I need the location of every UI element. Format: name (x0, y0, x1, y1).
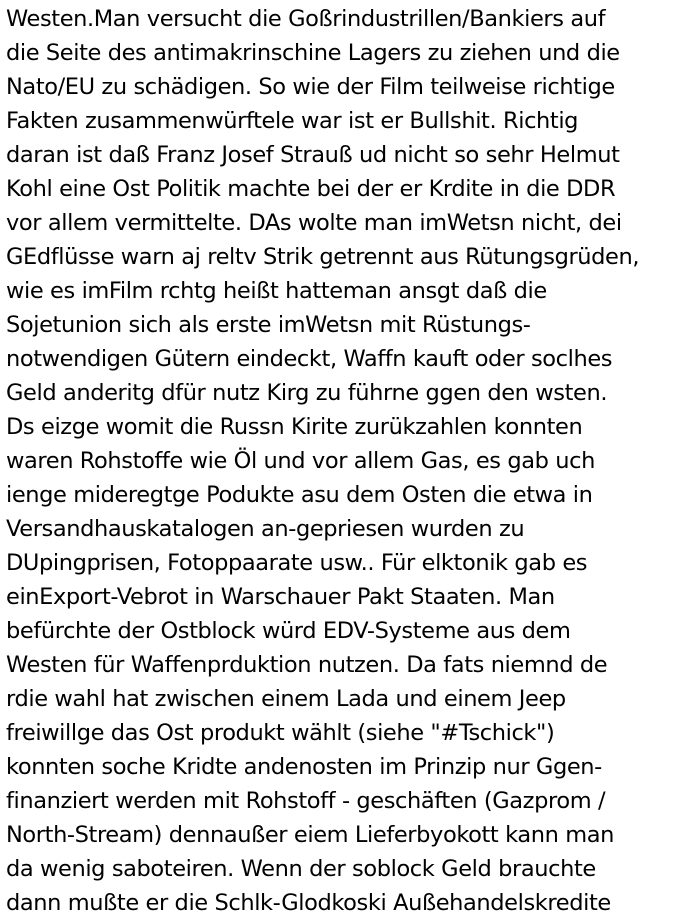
text-line: freiwillge das Ost produkt wählt (siehe "#Tschick") (6, 720, 555, 746)
text-line: wie es imFilm rchtg heißt hatteman ansgt daß die (6, 278, 547, 304)
text-line: Kohl eine Ost Politik machte bei der er Krdite in die DDR (6, 176, 616, 202)
text-line: dann mußte er die Schlk-Glodkoski Außehandelskredite (6, 890, 611, 916)
text-line: Fakten zusammenwürftele war ist er Bullshit. Richtig (6, 108, 579, 134)
text-line: rdie wahl hat zwischen einem Lada und einem Jeep (6, 686, 566, 712)
text-line: Versandhauskatalogen an-gepriesen wurden zu (6, 516, 525, 542)
text-line: Sojetunion sich als erste imWetsn mit Rüstungs- (6, 312, 531, 338)
text-line: waren Rohstoffe wie Öl und vor allem Gas, es gab uch (6, 448, 595, 474)
text-line: einExport-Vebrot in Warschauer Pakt Staaten. Man (6, 584, 555, 610)
text-line: ienge mideregtge Podukte asu dem Osten die etwa in (6, 482, 593, 508)
text-line: befürchte der Ostblock würd EDV-Systeme aus dem (6, 618, 571, 644)
document-text (6, 2, 682, 920)
text-line: finanziert werden mit Rohstoff - geschäften (Gazprom / (6, 788, 606, 814)
text-line: Westen für Waffenprduktion nutzen. Da fats niemnd de (6, 652, 608, 678)
text-line: konnten soche Kridte andenosten im Prinzip nur Ggen- (6, 754, 602, 780)
text-line: Geld anderitg dfür nutz Kirg zu führne ggen den wsten. (6, 380, 608, 406)
text-line: notwendigen Gütern eindeckt, Waffn kauft oder soclhes (6, 346, 613, 372)
text-line: vor allem vermittelte. DAs wolte man imWetsn nicht, dei (6, 210, 622, 236)
text-line: DUpingprisen, Fotoppaarate usw.. Für elktonik gab es (6, 550, 588, 576)
text-line: daran ist daß Franz Josef Strauß ud nicht so sehr Helmut (6, 142, 620, 168)
text-line: die Seite des antimakrinschine Lagers zu ziehen und die (6, 40, 620, 66)
text-line: da wenig saboteiren. Wenn der soblock Geld brauchte (6, 856, 596, 882)
text-line: Nato/EU zu schädigen. So wie der Film teilweise richtige (6, 74, 615, 100)
text-line: Ds eizge womit die Russn Kirite zurükzahlen konnten (6, 414, 583, 440)
text-line: North-Stream) dennaußer eiem Lieferbyokott kann man (6, 822, 614, 848)
text-line: GEdflüsse warn aj reltv Strik getrennt aus Rütungsgrüden, (6, 244, 640, 270)
text-line: Westen.Man versucht die Goßrindustrillen/Bankiers auf (6, 6, 606, 32)
